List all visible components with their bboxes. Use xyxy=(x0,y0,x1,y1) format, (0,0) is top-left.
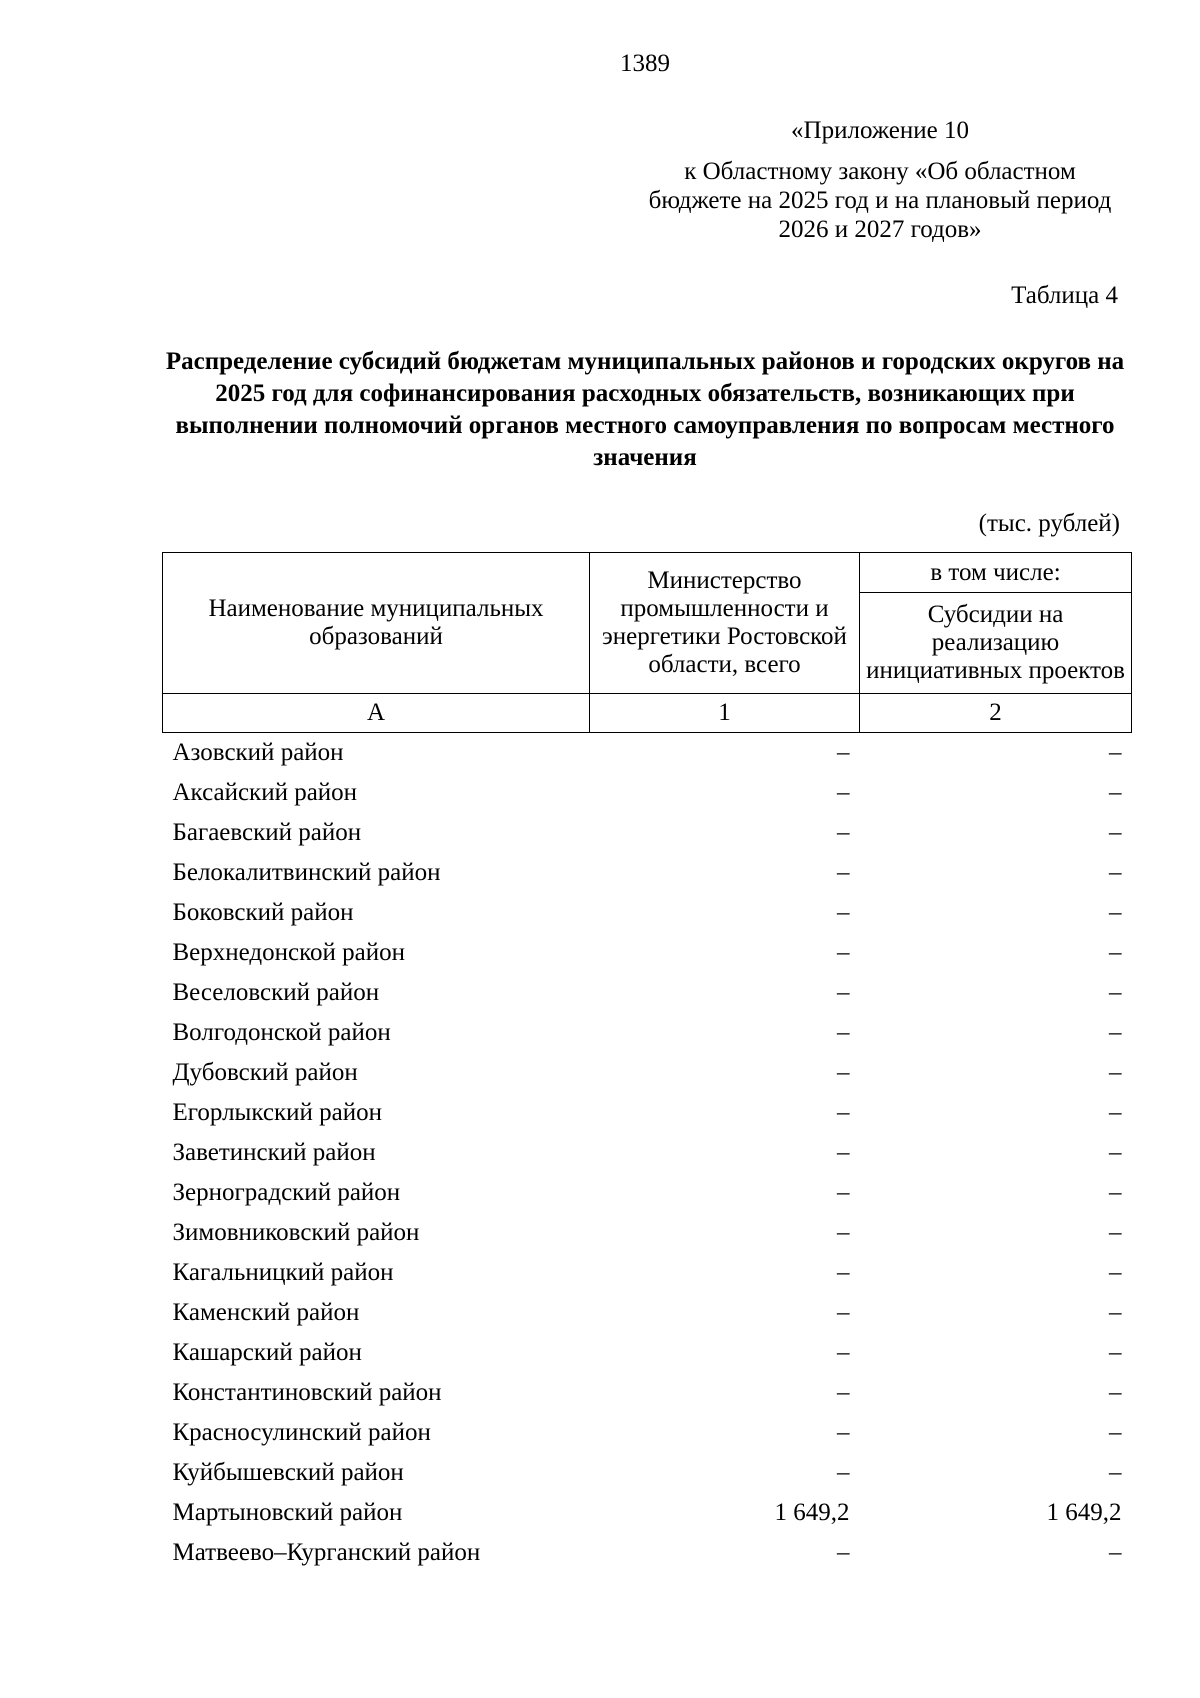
total-value: – xyxy=(837,819,850,846)
header-total-column: Министерство промышленности и энергетики Ростовской области, всего xyxy=(590,553,860,694)
total-value: – xyxy=(837,899,850,926)
unit-label: (тыс. рублей) xyxy=(978,510,1120,537)
total-value: – xyxy=(837,1059,850,1086)
initiative-value: – xyxy=(1109,1299,1122,1326)
initiative-value: – xyxy=(1109,939,1122,966)
total-value: – xyxy=(837,1259,850,1286)
municipality-name: Зерноградский район xyxy=(172,1179,401,1206)
initiative-value: – xyxy=(1109,1179,1122,1206)
initiative-value: – xyxy=(1109,1219,1122,1246)
total-value: – xyxy=(837,979,850,1006)
appendix-description: к Областному закону «Об областном бюджете на 2025 год и на плановый период 2026 и 2027 годов» xyxy=(648,158,1112,243)
table-row xyxy=(163,1453,1132,1493)
total-value: – xyxy=(837,779,850,806)
initiative-value: – xyxy=(1109,1379,1122,1406)
initiative-value: – xyxy=(1109,1419,1122,1446)
total-value: – xyxy=(837,1179,850,1206)
total-value: – xyxy=(837,1459,850,1486)
total-value: – xyxy=(837,1019,850,1046)
municipality-name: Куйбышевский район xyxy=(172,1459,404,1486)
page-number: 1389 xyxy=(620,50,670,77)
table-body xyxy=(163,733,1132,1574)
table-row xyxy=(163,773,1132,813)
municipality-name: Кагальницкий район xyxy=(172,1259,394,1286)
total-value: – xyxy=(837,1299,850,1326)
header-index-2: 2 xyxy=(860,694,1132,733)
municipality-name: Заветинский район xyxy=(172,1139,376,1166)
municipality-name: Матвеево–Курганский район xyxy=(172,1539,481,1566)
header-initiative-column: Субсидии на реализацию инициативных проектов xyxy=(860,593,1132,694)
initiative-value: – xyxy=(1109,1019,1122,1046)
total-value: – xyxy=(837,1219,850,1246)
header-index-1: 1 xyxy=(590,694,860,733)
municipality-name: Зимовниковский район xyxy=(172,1219,420,1246)
municipality-name: Дубовский район xyxy=(172,1059,358,1086)
total-value: – xyxy=(837,1339,850,1366)
table-row xyxy=(163,853,1132,893)
initiative-value: – xyxy=(1109,779,1122,806)
appendix-title: «Приложение 10 xyxy=(791,117,969,144)
appendix-block xyxy=(640,116,1120,244)
total-value: – xyxy=(837,739,850,766)
municipality-name: Аксайский район xyxy=(172,779,358,806)
municipality-name: Волгодонской район xyxy=(172,1019,391,1046)
header-group-column: в том числе: xyxy=(860,553,1132,593)
total-value: – xyxy=(837,859,850,886)
table-header xyxy=(163,553,1132,733)
initiative-value: 1 649,2 xyxy=(1046,1499,1122,1526)
table-row xyxy=(163,813,1132,853)
municipality-name: Багаевский район xyxy=(172,819,362,846)
initiative-value: – xyxy=(1109,1259,1122,1286)
initiative-value: – xyxy=(1109,1459,1122,1486)
table-row xyxy=(163,1413,1132,1453)
table-row xyxy=(163,1213,1132,1253)
table-row xyxy=(163,893,1132,933)
municipality-name: Верхнедонской район xyxy=(172,939,405,966)
initiative-value: – xyxy=(1109,1059,1122,1086)
total-value: 1 649,2 xyxy=(774,1499,850,1526)
initiative-value: – xyxy=(1109,739,1122,766)
table-row xyxy=(163,733,1132,774)
municipality-name: Красносулинский район xyxy=(172,1419,431,1446)
total-value: – xyxy=(837,1379,850,1406)
municipality-name: Егорлыкский район xyxy=(172,1099,382,1126)
document-title: Распределение субсидий бюджетам муниципальных районов и городских округов на 2025 год для софинансирования расходных обязательств, возникающих при выполнении полномочий органов местного самоуправления по вопросам местного значения xyxy=(165,348,1125,471)
initiative-value: – xyxy=(1109,1339,1122,1366)
table-row xyxy=(163,1133,1132,1173)
initiative-value: – xyxy=(1109,819,1122,846)
table-row xyxy=(163,1373,1132,1413)
table-label: Таблица 4 xyxy=(1011,282,1118,309)
total-value: – xyxy=(837,1539,850,1566)
header-name-column: Наименование муниципальных образований xyxy=(163,553,590,694)
subsidy-table xyxy=(162,552,1132,1573)
initiative-value: – xyxy=(1109,859,1122,886)
table-row xyxy=(163,1053,1132,1093)
header-index-a: А xyxy=(163,694,590,733)
initiative-value: – xyxy=(1109,1539,1122,1566)
initiative-value: – xyxy=(1109,1139,1122,1166)
total-value: – xyxy=(837,1099,850,1126)
municipality-name: Мартыновский район xyxy=(172,1499,403,1526)
initiative-value: – xyxy=(1109,1099,1122,1126)
table-row xyxy=(163,1173,1132,1213)
municipality-name: Азовский район xyxy=(172,739,344,766)
initiative-value: – xyxy=(1109,899,1122,926)
total-value: – xyxy=(837,1419,850,1446)
total-value: – xyxy=(837,939,850,966)
municipality-name: Кашарский район xyxy=(172,1339,362,1366)
municipality-name: Веселовский район xyxy=(172,979,380,1006)
table-row xyxy=(163,1333,1132,1373)
table-row xyxy=(163,1533,1132,1573)
table-row xyxy=(163,1013,1132,1053)
table-row xyxy=(163,1253,1132,1293)
table-row xyxy=(163,1493,1132,1533)
total-value: – xyxy=(837,1139,850,1166)
municipality-name: Белокалитвинский район xyxy=(172,859,441,886)
municipality-name: Константиновский район xyxy=(172,1379,442,1406)
table-row xyxy=(163,933,1132,973)
municipality-name: Боковский район xyxy=(172,899,354,926)
table-row xyxy=(163,1293,1132,1333)
municipality-name: Каменский район xyxy=(172,1299,360,1326)
table-row xyxy=(163,973,1132,1013)
table-row xyxy=(163,1093,1132,1133)
initiative-value: – xyxy=(1109,979,1122,1006)
